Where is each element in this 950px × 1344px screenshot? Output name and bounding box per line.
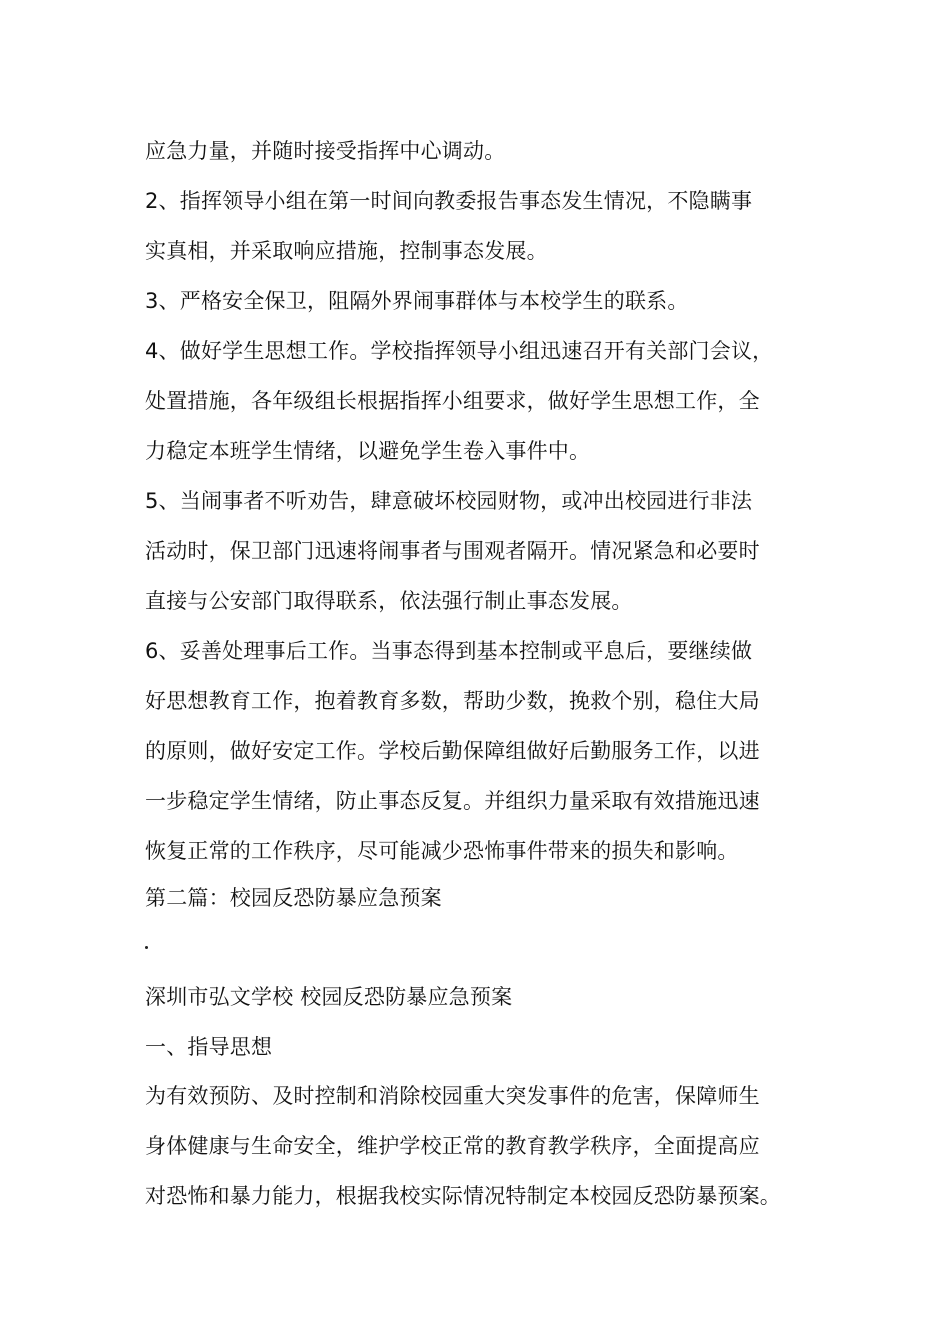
text-line: 实真相，并采取响应措施，控制事态发展。 — [145, 239, 548, 263]
text-line: 一步稳定学生情绪，防止事态反复。并组织力量采取有效措施迅速 — [145, 789, 760, 813]
text-line: 应急力量，并随时接受指挥中心调动。 — [145, 139, 506, 163]
document-title: 深圳市弘文学校 校园反恐防暴应急预案 — [145, 985, 513, 1009]
text-line: 5、当闹事者不听劝告，肆意破坏校园财物，或冲出校园进行非法 — [145, 489, 753, 513]
text-line: 4、做好学生思想工作。学校指挥领导小组迅速召开有关部门会议， — [145, 339, 774, 363]
text-line: 处置措施，各年级组长根据指挥小组要求，做好学生思想工作，全 — [145, 389, 760, 413]
text-line: 为有效预防、及时控制和消除校园重大突发事件的危害，保障师生 — [145, 1084, 760, 1108]
text-line: 直接与公安部门取得联系，依法强行制止事态发展。 — [145, 589, 633, 613]
text-line: 2、指挥领导小组在第一时间向教委报告事态发生情况，不隐瞒事 — [145, 189, 753, 213]
text-line: 活动时，保卫部门迅速将闹事者与围观者隔开。情况紧急和必要时 — [145, 539, 760, 563]
text-line: 力稳定本班学生情绪，以避免学生卷入事件中。 — [145, 439, 591, 463]
text-line: 的原则，做好安定工作。学校后勤保障组做好后勤服务工作，以进 — [145, 739, 760, 763]
text-line: 恢复正常的工作秩序，尽可能减少恐怖事件带来的损失和影响。 — [145, 839, 739, 863]
stray-dot — [145, 946, 148, 949]
text-line: 3、严格安全保卫，阻隔外界闹事群体与本校学生的联系。 — [145, 289, 689, 313]
subsection-heading: 一、指导思想 — [145, 1035, 273, 1059]
text-line: 好思想教育工作，抱着教育多数，帮助少数，挽救个别，稳住大局 — [145, 689, 760, 713]
section-heading: 第二篇：校园反恐防暴应急预案 — [145, 886, 442, 910]
text-line: 6、妥善处理事后工作。当事态得到基本控制或平息后，要继续做 — [145, 639, 753, 663]
text-line: 对恐怖和暴力能力，根据我校实际情况特制定本校园反恐防暴预案。 — [145, 1184, 781, 1208]
text-line: 身体健康与生命安全，维护学校正常的教育教学秩序，全面提高应 — [145, 1134, 760, 1158]
